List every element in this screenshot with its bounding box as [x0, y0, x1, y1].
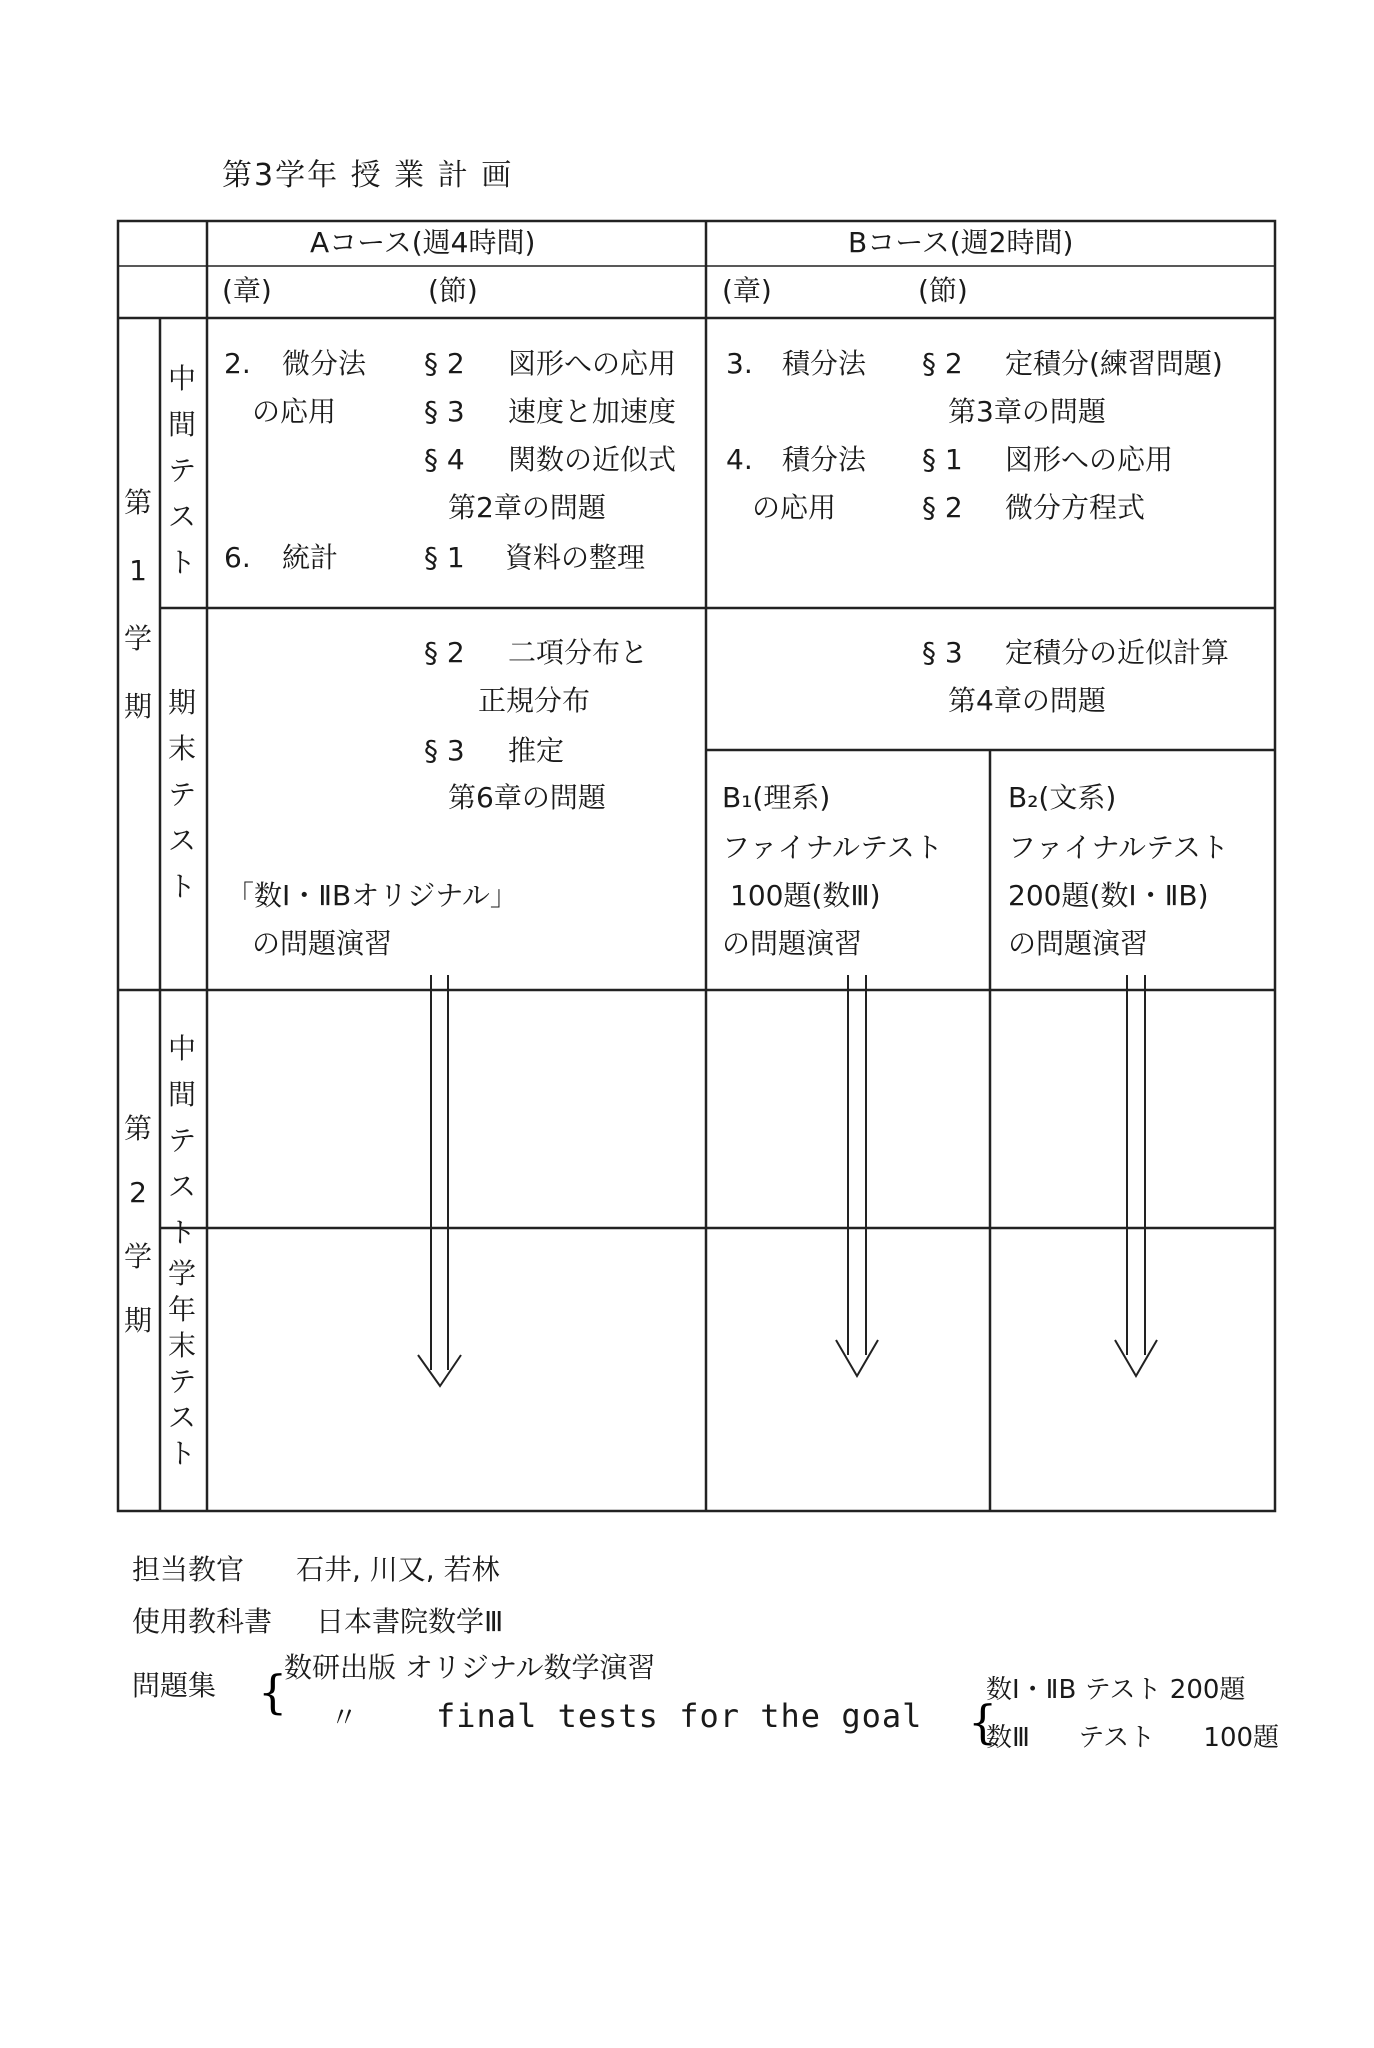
yearend2-char: ス: [167, 1401, 196, 1434]
term1-char: 第: [123, 486, 152, 519]
textbook-label: 使用教科書: [132, 1605, 273, 1638]
a-s2-title: 図形への応用: [508, 347, 677, 380]
b2-line: の問題演習: [1008, 927, 1149, 960]
mid2-char: 中: [167, 1032, 196, 1065]
b-s1-num: § 1: [922, 443, 963, 476]
brace-workbook: {: [258, 1665, 288, 1719]
a-final-s2-title: 二項分布と: [508, 636, 649, 669]
term2-char: 学: [123, 1240, 152, 1273]
a-s3-num: § 3: [424, 395, 465, 428]
a-section-header: (節): [428, 274, 478, 307]
a-final-s2-num: § 2: [424, 636, 465, 669]
b-ch4-problems: 第4章の問題: [948, 684, 1106, 717]
yearend2-char: ト: [167, 1437, 196, 1470]
term1-char: 学: [123, 622, 152, 655]
b1-label: B₁(理系): [722, 781, 831, 814]
b2-label: B₂(文系): [1008, 781, 1117, 814]
b-s1-title: 図形への応用: [1005, 443, 1174, 476]
a-final-s3-title: 推定: [508, 734, 565, 767]
a-ch2-name: の応用: [252, 395, 337, 428]
arrow-a-course: [418, 975, 461, 1386]
ditto-mark: 〃: [330, 1701, 359, 1734]
a-practice: の問題演習: [252, 927, 393, 960]
a-s4-num: § 4: [424, 443, 465, 476]
b-ch4-name: 積分法: [782, 443, 867, 476]
b-ch4-name: の応用: [752, 491, 837, 524]
b-ch3-problems: 第3章の問題: [948, 395, 1106, 428]
mid2-char: 間: [167, 1078, 196, 1111]
a-practice: 「数Ⅰ・ⅡBオリジナル」: [226, 879, 518, 912]
final1-char: 末: [167, 732, 196, 765]
mid1-char: ト: [167, 546, 196, 579]
a-ch2-num: 2.: [224, 347, 251, 380]
yearend2-char: 学: [167, 1257, 196, 1290]
yearend2-char: 年: [167, 1293, 196, 1326]
mid2-char: ト: [167, 1216, 196, 1249]
b-s2b-title: 微分方程式: [1005, 491, 1146, 524]
final1-char: ス: [167, 824, 196, 857]
a-s3-title: 速度と加速度: [508, 395, 677, 428]
course-b-header: Bコース(週2時間): [848, 226, 1074, 259]
term2-char: 第: [123, 1112, 152, 1145]
mid1-char: ス: [167, 500, 196, 533]
b-ch3-name: 積分法: [782, 347, 867, 380]
teachers-label: 担当教官: [132, 1553, 245, 1586]
b-s2b-num: § 2: [922, 491, 963, 524]
arrow-b1-course: [836, 975, 878, 1376]
a-s1-title: 資料の整理: [505, 541, 646, 574]
final1-char: 期: [167, 686, 196, 719]
a-final-s3-num: § 3: [424, 734, 465, 767]
teachers: 石井, 川又, 若林: [296, 1553, 500, 1586]
page-title: 第3学年 授 業 計 画: [222, 158, 514, 193]
a-s2-num: § 2: [424, 347, 465, 380]
course-a-header: Aコース(週4時間): [310, 226, 536, 259]
final1-char: ト: [167, 870, 196, 903]
b-chapter-header: (章): [722, 274, 772, 307]
a-ch2-problems: 第2章の問題: [448, 491, 606, 524]
mid1-label: [162, 356, 202, 586]
test-2: 数Ⅲ テスト 100題: [986, 1723, 1280, 1753]
mid2-char: ス: [167, 1170, 196, 1203]
a-ch2-name: 微分法: [282, 347, 367, 380]
b1-line: 100題(数Ⅲ): [730, 879, 881, 912]
term2-char: 2: [129, 1176, 147, 1209]
term1-char: 期: [123, 690, 152, 723]
term2-char: 期: [123, 1304, 152, 1337]
yearend2-char: テ: [167, 1365, 196, 1398]
textbook: 日本書院数学Ⅲ: [316, 1605, 504, 1638]
term2-label: [118, 1106, 158, 1344]
a-chapter-header: (章): [222, 274, 272, 307]
b-s2-title: 定積分(練習問題): [1005, 347, 1223, 380]
mid2-char: テ: [167, 1124, 196, 1157]
workbook-1: 数研出版 オリジナル数学演習: [284, 1651, 656, 1684]
b-final-s3-title: 定積分の近似計算: [1005, 636, 1230, 669]
workbook-label: 問題集: [132, 1669, 217, 1702]
mid1-char: 中: [167, 362, 196, 395]
mid2-label: [162, 1026, 202, 1256]
term1-label: [118, 480, 158, 730]
term1-char: 1: [129, 554, 147, 587]
b1-line: ファイナルテスト: [722, 831, 943, 864]
mid1-char: テ: [167, 454, 196, 487]
yearend2-label: [162, 1256, 202, 1472]
final1-label: [162, 680, 202, 910]
b-ch4-num: 4.: [726, 443, 753, 476]
arrow-b2-course: [1115, 975, 1157, 1376]
b2-line: ファイナルテスト: [1008, 831, 1229, 864]
b1-line: の問題演習: [722, 927, 863, 960]
a-ch6-num: 6.: [224, 541, 251, 574]
b-s2-num: § 2: [922, 347, 963, 380]
a-ch6-problems: 第6章の問題: [448, 781, 606, 814]
a-s4-title: 関数の近似式: [508, 443, 677, 476]
a-s1-num: § 1: [424, 541, 465, 574]
a-ch6-name: 統計: [282, 541, 339, 574]
b-ch3-num: 3.: [726, 347, 753, 380]
mid1-char: 間: [167, 408, 196, 441]
test-1: 数Ⅰ・ⅡB テスト 200題: [986, 1675, 1246, 1705]
a-final-s2-title: 正規分布: [478, 684, 591, 717]
yearend2-char: 末: [167, 1329, 196, 1362]
b-final-s3-num: § 3: [922, 636, 963, 669]
final1-char: テ: [167, 778, 196, 811]
workbook-2: final tests for the goal: [436, 1697, 923, 1735]
brace-tests: {: [968, 1695, 998, 1749]
b-section-header: (節): [918, 274, 968, 307]
b2-line: 200題(数Ⅰ・ⅡB): [1008, 879, 1209, 912]
